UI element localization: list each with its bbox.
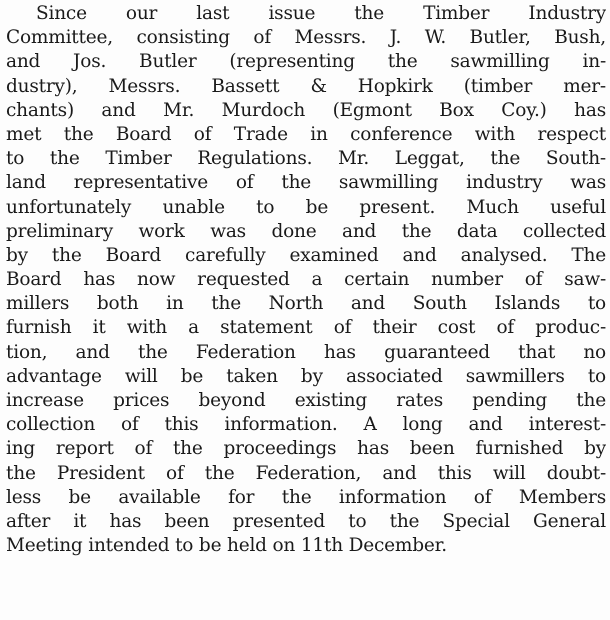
text-line: and Jos. Butler (representing the sawmilling in- bbox=[6, 51, 606, 73]
text-line: Committee, consisting of Messrs. J. W. Butler, Bush, bbox=[6, 27, 606, 49]
text-line: preliminary work was done and the data collected bbox=[6, 220, 606, 242]
text-line: tion, and the Federation has guaranteed that no bbox=[6, 341, 606, 363]
text-line: less be available for the information of Members bbox=[6, 486, 606, 508]
text-line: ing report of the proceedings has been furnished by bbox=[6, 438, 606, 460]
text-line: Meeting intended to be held on 11th December. bbox=[6, 535, 447, 557]
text-line: advantage will be taken by associated sawmillers to bbox=[6, 365, 606, 387]
text-line: dustry), Messrs. Bassett & Hopkirk (timber mer- bbox=[6, 75, 606, 97]
text-line: by the Board carefully examined and analysed. The bbox=[6, 244, 606, 266]
text-line: to the Timber Regulations. Mr. Leggat, the South- bbox=[6, 148, 606, 170]
text-line: furnish it with a statement of their cost of produc- bbox=[6, 317, 606, 339]
text-line: millers both in the North and South Islands to bbox=[6, 293, 606, 315]
text-line: after it has been presented to the Special General bbox=[6, 510, 606, 532]
text-line: Board has now requested a certain number of saw- bbox=[6, 269, 606, 291]
text-line: land representative of the sawmilling industry was bbox=[6, 172, 606, 194]
text-line: Since our last issue the Timber Industry bbox=[36, 3, 606, 24]
text-line: chants) and Mr. Murdoch (Egmont Box Coy.) has bbox=[6, 99, 606, 121]
text-line: increase prices beyond existing rates pending the bbox=[6, 390, 606, 411]
text-line: met the Board of Trade in conference with respect bbox=[6, 123, 606, 145]
article-paragraph bbox=[6, 2, 606, 558]
text-line: unfortunately unable to be present. Much useful bbox=[6, 196, 606, 218]
text-line: collection of this information. A long and interest- bbox=[6, 414, 606, 436]
text-line: the President of the Federation, and this will doubt- bbox=[6, 462, 606, 484]
